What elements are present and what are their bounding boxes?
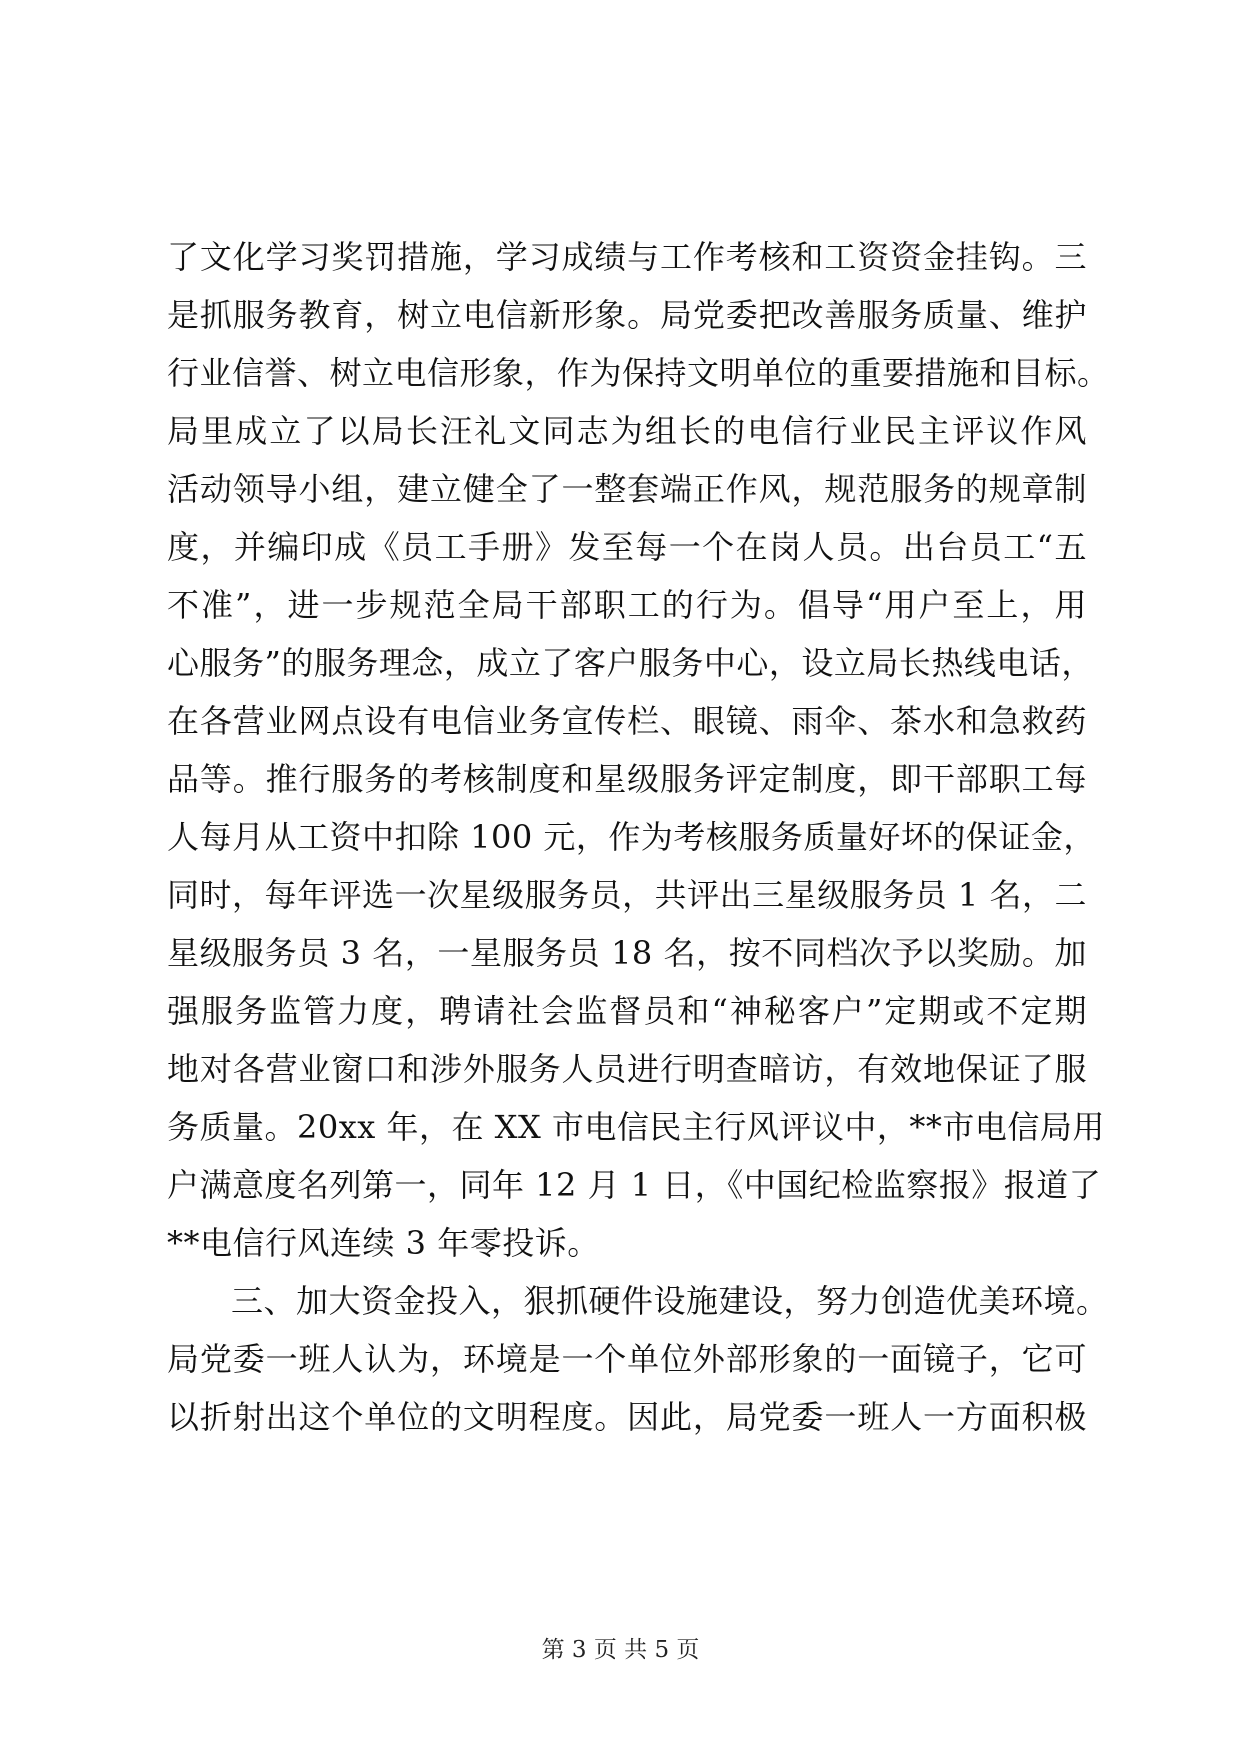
- text-line: 地对各营业窗口和涉外服务人员进行明查暗访，有效地保证了服: [167, 1050, 1087, 1088]
- text-line: 了文化学习奖罚措施，学习成绩与工作考核和工资资金挂钩。三: [167, 238, 1087, 276]
- text-line: 星级服务员 3 名，一星服务员 18 名，按不同档次予以奖励。加: [167, 934, 1087, 972]
- text-line: 心服务”的服务理念，成立了客户服务中心，设立局长热线电话，: [167, 644, 1094, 682]
- text-line: 是抓服务教育，树立电信新形象。局党委把改善服务质量、维护: [167, 296, 1087, 334]
- text-line: 在各营业网点设有电信业务宣传栏、眼镜、雨伞、茶水和急救药: [167, 702, 1087, 740]
- text-line: 人每月从工资中扣除 100 元，作为考核服务质量好坏的保证金，: [167, 818, 1096, 856]
- text-line: 务质量。20xx 年，在 XX 市电信民主行风评议中，**市电信局用: [167, 1108, 1105, 1146]
- text-line: 行业信誉、树立电信形象，作为保持文明单位的重要措施和目标。: [167, 354, 1110, 392]
- text-line: 局里成立了以局长汪礼文同志为组长的电信行业民主评议作风: [167, 412, 1087, 450]
- text-line: 活动领导小组，建立健全了一整套端正作风，规范服务的规章制: [167, 470, 1087, 508]
- text-line: 不准”，进一步规范全局干部职工的行为。倡导“用户至上，用: [167, 586, 1087, 624]
- text-line: 强服务监管力度，聘请社会监督员和“神秘客户”定期或不定期: [167, 992, 1087, 1030]
- text-line: **电信行风连续 3 年零投诉。: [167, 1224, 600, 1262]
- page-number-footer: 第 3 页 共 5 页: [541, 1637, 700, 1663]
- text-line: 户满意度名列第一，同年 12 月 1 日，《中国纪检监察报》报道了: [167, 1166, 1102, 1204]
- text-line: 局党委一班人认为，环境是一个单位外部形象的一面镜子，它可: [167, 1340, 1087, 1378]
- body-text: [167, 228, 1110, 1446]
- section-heading-line: 三、加大资金投入，狠抓硬件设施建设，努力创造优美环境。: [231, 1282, 1109, 1320]
- text-line: 品等。推行服务的考核制度和星级服务评定制度，即干部职工每: [167, 760, 1087, 798]
- text-line: 以折射出这个单位的文明程度。因此，局党委一班人一方面积极: [167, 1398, 1087, 1436]
- text-line: 度，并编印成《员工手册》发至每一个在岗人员。出台员工“五: [167, 528, 1087, 566]
- text-line: 同时，每年评选一次星级服务员，共评出三星级服务员 1 名，二: [167, 876, 1087, 914]
